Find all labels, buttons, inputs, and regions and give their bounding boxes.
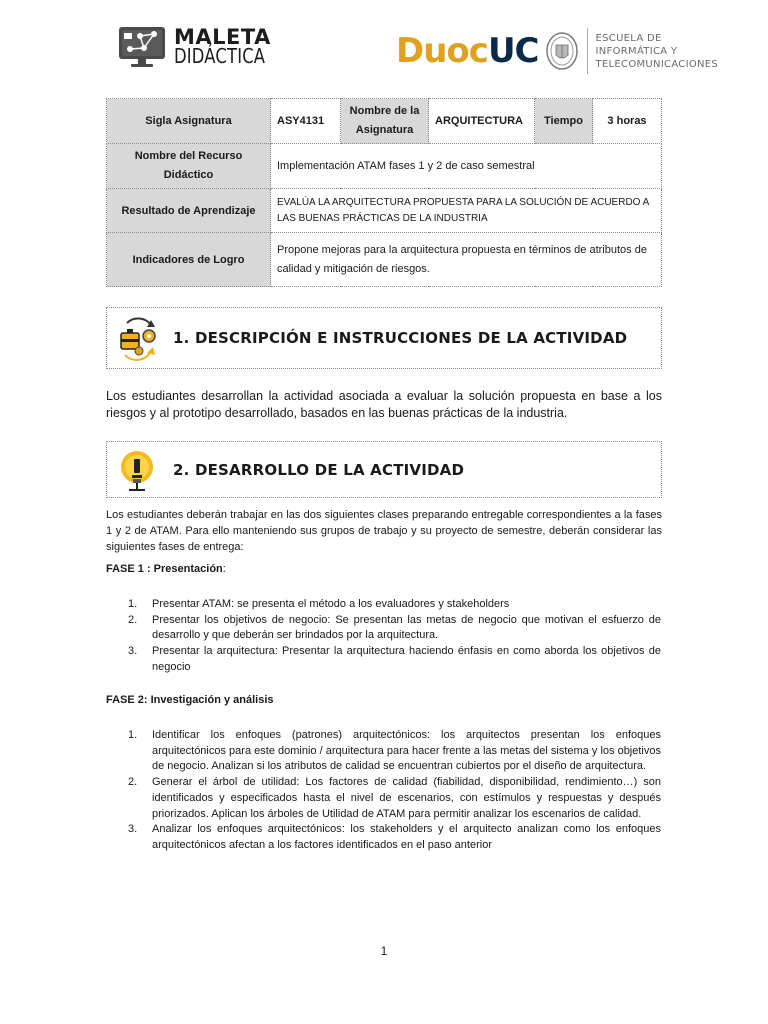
logo-divider <box>587 28 588 74</box>
intro-paragraph: Los estudiantes desarrollan la actividad asociada a evaluar la solución propuesta en base a los riesgos y al prototipo desarrollado, basados en las buenas prácticas de la industria. <box>106 389 662 420</box>
maleta-title: MALETA <box>174 25 271 49</box>
tiempo-value: 3 horas <box>593 99 662 144</box>
indicadores-value: Propone mejoras para la arquitectura propuesta en términos de atributos de calidad y mitigación de riesgos. <box>271 233 662 287</box>
list-item: 3. Presentar la arquitectura: Presentar la arquitectura haciendo énfasis en como aborda los objetivos de negocio <box>128 645 661 673</box>
resultado-value: EVALÚA LA ARQUITECTURA PROPUESTA PARA LA SOLUCIÓN DE ACUERDO A LAS BUENAS PRÁCTICAS DE LA INDUSTRIA <box>271 189 662 233</box>
nombre-asignatura-value: ARQUITECTURA <box>429 99 535 144</box>
duoc-uc-logo <box>396 28 718 74</box>
course-info-table <box>106 98 662 287</box>
list-item: 2. Presentar los objetivos de negocio: Se presentan las metas de negocio que motivan el esfuerzo de desarrollo y que deberán ser brindados por la arquitectura. <box>128 613 661 642</box>
indicadores-label: Indicadores de Logro <box>107 233 271 287</box>
nombre-asignatura-label: Nombre de la Asignatura <box>341 99 429 144</box>
resultado-label: Resultado de Aprendizaje <box>107 189 271 233</box>
section-2-title: 2. DESARROLLO DE LA ACTIVIDAD <box>173 460 465 479</box>
duoc-word: Duoc <box>396 31 488 71</box>
maleta-subtitle: DIDÁCTICA <box>174 44 266 68</box>
list-item: 1. Identificar los enfoques (patrones) arquitectónicos: los arquitectos presentan los enfoques arquitectónicos para este dominio / arquitectura para hacer frente a las metas del sistema y los objetivos de negocio. Analizan si los atributos de calidad se encuentran cubiertos por el diseño de arquitectura. <box>128 729 661 773</box>
tiempo-label: Tiempo <box>535 99 593 144</box>
fase-1-list <box>128 597 661 676</box>
recurso-value: Implementación ATAM fases 1 y 2 de caso semestral <box>271 144 662 189</box>
page-number: 1 <box>380 944 388 958</box>
section-1-title: 1. DESCRIPCIÓN E INSTRUCCIONES DE LA ACTIVIDAD <box>173 329 628 347</box>
list-item: 2. Generar el árbol de utilidad: Los factores de calidad (fiabilidad, disponibilidad, rendimiento…) son identificados y especificados hasta el nivel de escenarios, con estímulos y respuestas y después priorizados. Aplican los árboles de Utilidad de ATAM para permitir analizar los escenarios de calidad. <box>128 776 661 820</box>
list-item: 3. Analizar los enfoques arquitectónicos: los stakeholders y el arquitecto analizan como los enfoques arquitectónicos afectan a los factores identificados en el paso anterior <box>128 823 661 851</box>
fase-2-list <box>128 728 661 854</box>
lightbulb-icon <box>115 447 161 493</box>
tools-gears-icon <box>115 315 161 361</box>
list-item: 1. Presentar ATAM: se presenta el método a los evaluadores y stakeholders <box>128 598 510 610</box>
development-paragraph: Los estudiantes deberán trabajar en las dos siguientes clases preparando entregable correspondientes a la fases 1 y 2 de ATAM. Para ello manteniendo sus grupos de trabajo y su proyecto de semestre, deberán considerar las siguientes fases de entrega: <box>106 509 662 553</box>
fase-1-label: FASE 1 : Presentación: <box>106 563 226 575</box>
university-seal-icon <box>545 31 579 71</box>
fase-2-label: FASE 2: Investigación y análisis <box>106 694 274 706</box>
page-header <box>0 0 768 90</box>
section-2-header <box>106 441 662 498</box>
sigla-label: Sigla Asignatura <box>107 99 271 144</box>
recurso-label: Nombre del Recurso Didáctico <box>107 144 271 189</box>
maleta-didactica-logo <box>118 24 285 70</box>
section-1-header <box>106 307 662 369</box>
uc-word: UC <box>487 31 539 71</box>
monitor-network-icon <box>118 24 166 70</box>
school-name: ESCUELA DE INFORMÁTICA Y TELECOMUNICACIONES <box>595 32 719 70</box>
sigla-value: ASY4131 <box>271 99 341 144</box>
